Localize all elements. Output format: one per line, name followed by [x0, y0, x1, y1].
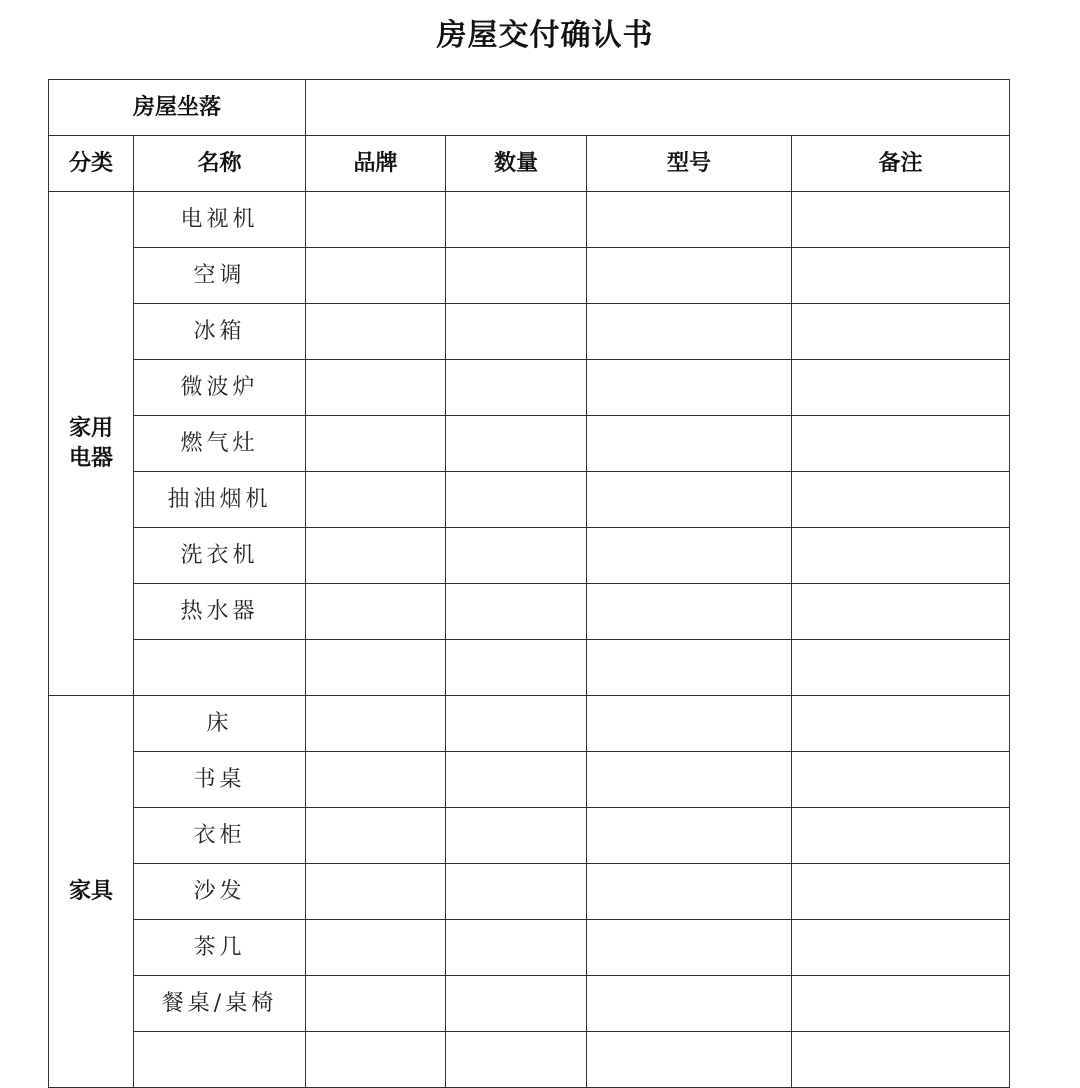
header-name: 名称 [134, 136, 306, 192]
item-name: 茶几 [134, 920, 306, 976]
remark-cell[interactable] [792, 808, 1010, 864]
header-remark: 备注 [792, 136, 1010, 192]
quantity-cell[interactable] [446, 416, 587, 472]
item-name [134, 640, 306, 696]
remark-cell[interactable] [792, 416, 1010, 472]
table-row [49, 528, 1010, 584]
brand-cell[interactable] [306, 472, 446, 528]
document-title: 房屋交付确认书 [436, 18, 654, 53]
model-cell[interactable] [587, 920, 792, 976]
table-row [49, 192, 1010, 248]
model-cell[interactable] [587, 360, 792, 416]
brand-cell[interactable] [306, 976, 446, 1032]
quantity-cell[interactable] [446, 360, 587, 416]
remark-cell[interactable] [792, 1032, 1010, 1088]
brand-cell[interactable] [306, 360, 446, 416]
remark-cell[interactable] [792, 584, 1010, 640]
table-row [49, 752, 1010, 808]
quantity-cell[interactable] [446, 696, 587, 752]
model-cell[interactable] [587, 416, 792, 472]
remark-cell[interactable] [792, 864, 1010, 920]
table-row [49, 1032, 1010, 1088]
header-row [49, 136, 1010, 192]
quantity-cell[interactable] [446, 864, 587, 920]
model-cell[interactable] [587, 472, 792, 528]
quantity-cell[interactable] [446, 640, 587, 696]
remark-cell[interactable] [792, 696, 1010, 752]
table-row [49, 304, 1010, 360]
item-name [134, 1032, 306, 1088]
brand-cell[interactable] [306, 528, 446, 584]
table-row [49, 864, 1010, 920]
category-label-line: 电器 [68, 445, 113, 471]
quantity-cell[interactable] [446, 976, 587, 1032]
item-name: 热水器 [134, 584, 306, 640]
table-row [49, 416, 1010, 472]
model-cell[interactable] [587, 1032, 792, 1088]
item-name: 沙发 [134, 864, 306, 920]
model-cell[interactable] [587, 248, 792, 304]
remark-cell[interactable] [792, 248, 1010, 304]
table-row [49, 584, 1010, 640]
item-name: 空调 [134, 248, 306, 304]
model-cell[interactable] [587, 640, 792, 696]
model-cell[interactable] [587, 696, 792, 752]
remark-cell[interactable] [792, 752, 1010, 808]
item-name: 燃气灶 [134, 416, 306, 472]
table-row [49, 920, 1010, 976]
table-row [49, 472, 1010, 528]
item-name: 抽油烟机 [134, 472, 306, 528]
remark-cell[interactable] [792, 920, 1010, 976]
quantity-cell[interactable] [446, 752, 587, 808]
quantity-cell[interactable] [446, 584, 587, 640]
brand-cell[interactable] [306, 248, 446, 304]
remark-cell[interactable] [792, 976, 1010, 1032]
quantity-cell[interactable] [446, 920, 587, 976]
model-cell[interactable] [587, 584, 792, 640]
location-row [49, 80, 1010, 136]
category-label-line: 家用 [68, 415, 113, 441]
quantity-cell[interactable] [446, 304, 587, 360]
brand-cell[interactable] [306, 808, 446, 864]
item-name: 微波炉 [134, 360, 306, 416]
item-name: 电视机 [134, 192, 306, 248]
brand-cell[interactable] [306, 864, 446, 920]
header-brand: 品牌 [306, 136, 446, 192]
table-row [49, 640, 1010, 696]
remark-cell[interactable] [792, 528, 1010, 584]
quantity-cell[interactable] [446, 1032, 587, 1088]
brand-cell[interactable] [306, 920, 446, 976]
quantity-cell[interactable] [446, 192, 587, 248]
brand-cell[interactable] [306, 640, 446, 696]
delivery-confirmation-table [48, 79, 1010, 1088]
table-row [49, 808, 1010, 864]
brand-cell[interactable] [306, 752, 446, 808]
category-cell-appliances [49, 192, 134, 696]
item-name: 书桌 [134, 752, 306, 808]
model-cell[interactable] [587, 864, 792, 920]
table-row [49, 360, 1010, 416]
header-category: 分类 [49, 136, 134, 192]
brand-cell[interactable] [306, 192, 446, 248]
model-cell[interactable] [587, 528, 792, 584]
model-cell[interactable] [587, 808, 792, 864]
category-label: 家具 [68, 878, 113, 904]
item-name: 冰箱 [134, 304, 306, 360]
header-model: 型号 [587, 136, 792, 192]
brand-cell[interactable] [306, 696, 446, 752]
table-row [49, 696, 1010, 752]
remark-cell[interactable] [792, 192, 1010, 248]
item-name: 衣柜 [134, 808, 306, 864]
remark-cell[interactable] [792, 360, 1010, 416]
model-cell[interactable] [587, 976, 792, 1032]
model-cell[interactable] [587, 192, 792, 248]
item-name: 餐桌/桌椅 [134, 976, 306, 1032]
remark-cell[interactable] [792, 472, 1010, 528]
category-cell-furniture [49, 696, 134, 1088]
quantity-cell[interactable] [446, 808, 587, 864]
model-cell[interactable] [587, 304, 792, 360]
quantity-cell[interactable] [446, 472, 587, 528]
item-name: 洗衣机 [134, 528, 306, 584]
brand-cell[interactable] [306, 1032, 446, 1088]
table-row [49, 976, 1010, 1032]
item-name: 床 [134, 696, 306, 752]
quantity-cell[interactable] [446, 248, 587, 304]
brand-cell[interactable] [306, 304, 446, 360]
table-row [49, 248, 1010, 304]
location-label: 房屋坐落 [49, 80, 306, 136]
brand-cell[interactable] [306, 416, 446, 472]
remark-cell[interactable] [792, 304, 1010, 360]
quantity-cell[interactable] [446, 528, 587, 584]
brand-cell[interactable] [306, 584, 446, 640]
remark-cell[interactable] [792, 640, 1010, 696]
model-cell[interactable] [587, 752, 792, 808]
header-quantity: 数量 [446, 136, 587, 192]
location-value[interactable] [306, 80, 1010, 136]
